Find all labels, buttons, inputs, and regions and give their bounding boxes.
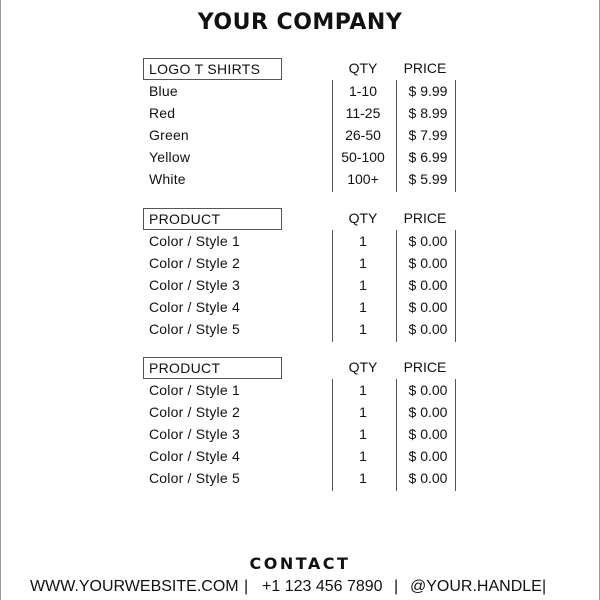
row-price: $ 0.00	[408, 404, 448, 420]
row-name: Color / Style 1	[149, 382, 240, 398]
row-price: $ 0.00	[408, 382, 448, 398]
company-title: YOUR COMPANY	[197, 10, 403, 35]
row-qty: 1	[359, 277, 367, 293]
table-row	[0, 296, 600, 318]
row-name: Red	[149, 105, 176, 121]
row-price: $ 0.00	[408, 233, 448, 249]
row-qty: 1-10	[348, 83, 378, 99]
row-qty: 11-25	[345, 105, 381, 121]
price-section-product	[0, 208, 600, 348]
price-column-header: PRICE	[403, 60, 447, 76]
qty-column-header: QTY	[348, 210, 378, 226]
row-price: $ 8.99	[408, 105, 448, 121]
row-qty: 1	[359, 299, 367, 315]
table-row	[0, 102, 600, 124]
social-handle[interactable]: @YOUR.HANDLE	[410, 578, 542, 595]
table-row	[0, 318, 600, 340]
row-qty: 50-100	[341, 149, 385, 165]
row-price: $ 0.00	[408, 299, 448, 315]
section-header: PRODUCT	[143, 357, 282, 379]
row-qty: 1	[359, 404, 367, 420]
table-row	[0, 146, 600, 168]
row-qty: 1	[359, 321, 367, 337]
qty-column-header: QTY	[348, 60, 378, 76]
section-header: PRODUCT	[143, 208, 282, 230]
row-qty: 1	[359, 470, 367, 486]
row-qty: 1	[359, 448, 367, 464]
row-qty: 100+	[347, 171, 379, 187]
row-price: $ 0.00	[408, 448, 448, 464]
row-qty: 26-50	[345, 127, 381, 143]
table-row	[0, 423, 600, 445]
phone-number[interactable]: +1 123 456 7890	[262, 578, 383, 595]
contact-separator: |	[244, 578, 249, 595]
contact-info	[0, 576, 600, 598]
row-price: $ 6.99	[408, 149, 448, 165]
table-row	[0, 230, 600, 252]
row-name: Color / Style 4	[149, 448, 240, 464]
price-column-header: PRICE	[403, 359, 447, 375]
row-price: $ 0.00	[408, 277, 448, 293]
row-name: White	[149, 171, 186, 187]
row-name: Color / Style 5	[149, 470, 240, 486]
row-qty: 1	[359, 233, 367, 249]
row-price: $ 0.00	[408, 426, 448, 442]
row-name: Color / Style 4	[149, 299, 240, 315]
table-row	[0, 445, 600, 467]
row-name: Color / Style 2	[149, 255, 240, 271]
table-row	[0, 274, 600, 296]
row-price: $ 0.00	[408, 321, 448, 337]
table-row	[0, 168, 600, 190]
price-section-product	[0, 357, 600, 497]
contact-title: CONTACT	[249, 554, 351, 573]
row-name: Color / Style 3	[149, 426, 240, 442]
table-row	[0, 467, 600, 489]
row-name: Green	[149, 127, 189, 143]
website-link[interactable]: WWW.YOURWEBSITE.COM	[30, 578, 239, 595]
row-name: Color / Style 5	[149, 321, 240, 337]
row-name: Color / Style 1	[149, 233, 240, 249]
row-price: $ 0.00	[408, 470, 448, 486]
row-name: Color / Style 3	[149, 277, 240, 293]
table-row	[0, 124, 600, 146]
row-name: Yellow	[149, 149, 191, 165]
contact-separator: |	[542, 578, 547, 595]
table-row	[0, 401, 600, 423]
qty-column-header: QTY	[348, 359, 378, 375]
table-row	[0, 252, 600, 274]
price-column-header: PRICE	[403, 210, 447, 226]
row-qty: 1	[359, 382, 367, 398]
row-qty: 1	[359, 426, 367, 442]
table-row	[0, 80, 600, 102]
row-price: $ 9.99	[408, 83, 448, 99]
table-row	[0, 379, 600, 401]
row-price: $ 7.99	[408, 127, 448, 143]
row-name: Color / Style 2	[149, 404, 240, 420]
row-price: $ 0.00	[408, 255, 448, 271]
row-name: Blue	[149, 83, 178, 99]
section-header: LOGO T SHIRTS	[143, 58, 282, 80]
row-price: $ 5.99	[408, 171, 448, 187]
row-qty: 1	[359, 255, 367, 271]
contact-separator: |	[394, 578, 399, 595]
price-section-logo-tshirts	[0, 58, 600, 198]
